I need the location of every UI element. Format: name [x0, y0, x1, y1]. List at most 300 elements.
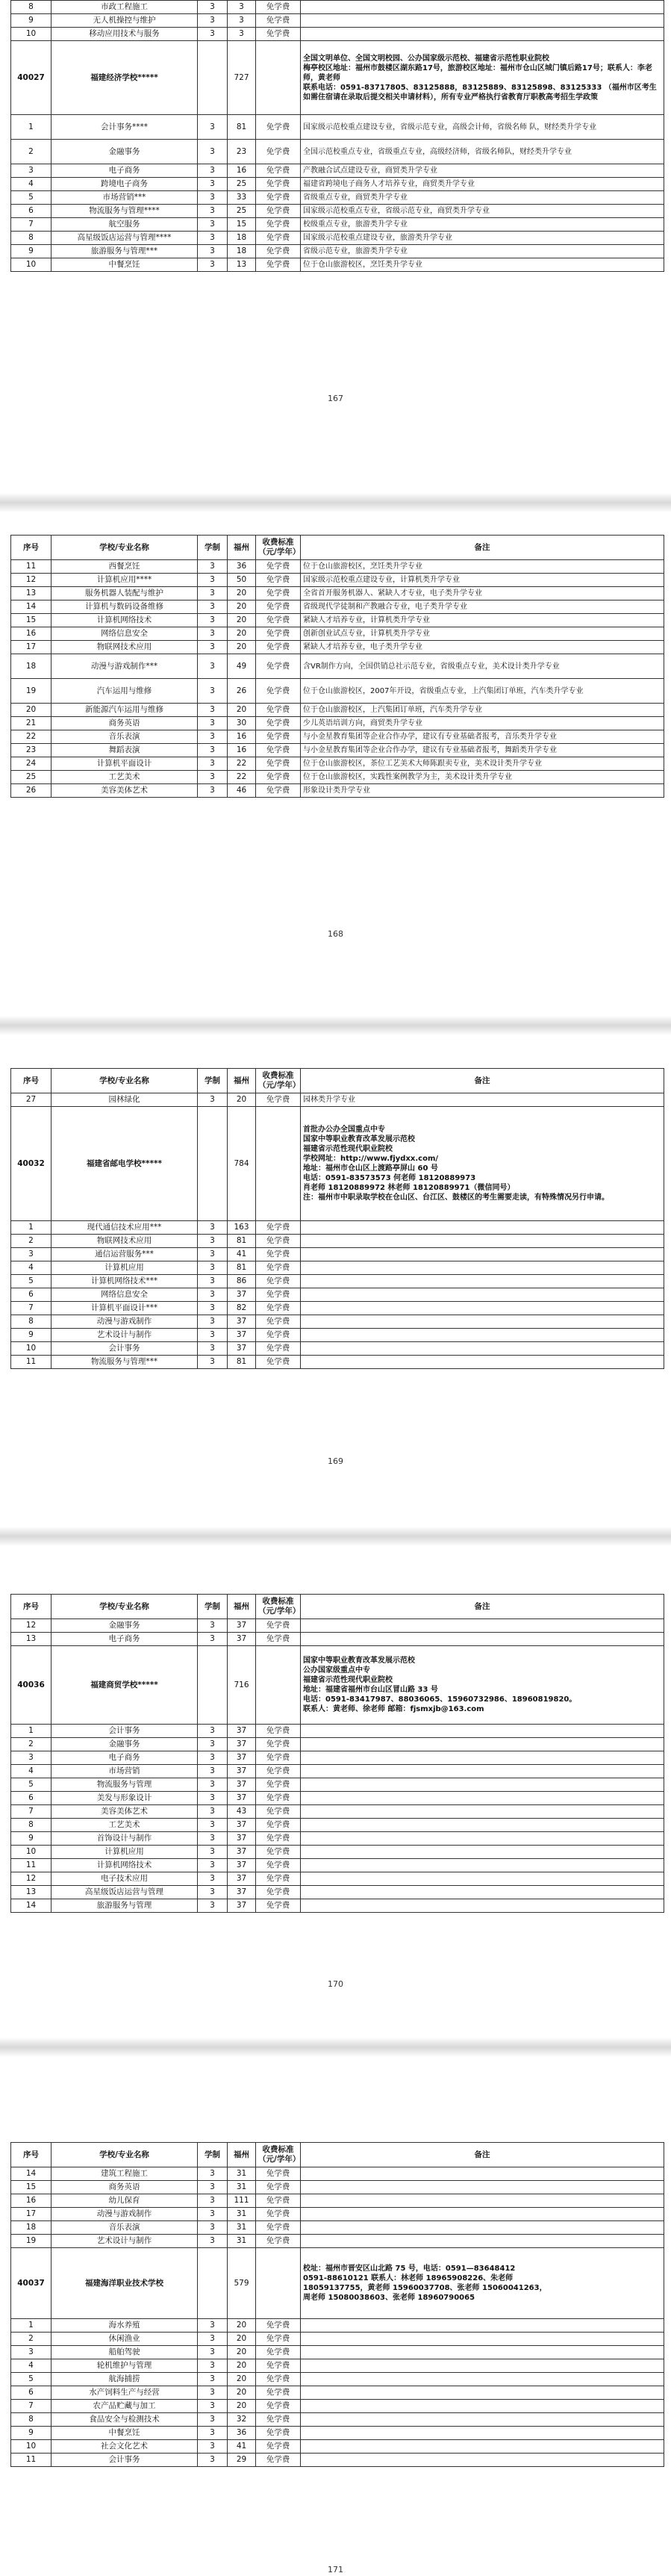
table-row	[11, 730, 664, 744]
cell-fuzhou-quota: 20	[228, 627, 256, 641]
school-row	[11, 41, 664, 115]
table-row	[11, 245, 664, 258]
cell-fee: 免学费	[256, 2427, 301, 2440]
cell-fuzhou-quota: 31	[228, 2235, 256, 2248]
cell-fee: 免学费	[256, 744, 301, 757]
cell-seq: 20	[11, 704, 52, 717]
table-row	[11, 1899, 664, 1913]
cell-seq: 2	[11, 1235, 52, 1248]
cell-major-name: 网络信息安全	[52, 1288, 198, 1302]
cell-note	[301, 2194, 664, 2208]
cell-seq: 8	[11, 2413, 52, 2427]
table-row	[11, 2373, 664, 2386]
cell-fuzhou-quota: 16	[228, 744, 256, 757]
header-fuzhou: 福州	[228, 536, 256, 560]
cell-fuzhou-quota: 49	[228, 654, 256, 679]
cell-fuzhou-quota: 50	[228, 574, 256, 587]
cell-major-name: 工艺美术	[52, 771, 198, 784]
cell-note	[301, 2359, 664, 2373]
table-row	[11, 2208, 664, 2221]
table-row	[11, 2235, 664, 2248]
cell-note: 省级现代学徒制和产教融合专业，电子类升学专业	[301, 600, 664, 614]
cell-fuzhou-quota: 37	[228, 1288, 256, 1302]
cell-years: 3	[198, 771, 228, 784]
cell-seq: 3	[11, 1248, 52, 1261]
cell-fee: 免学费	[256, 1765, 301, 1778]
cell-fee: 免学费	[256, 614, 301, 627]
cell-note: 省级示范专业，旅游类升学专业	[301, 245, 664, 258]
cell-note	[301, 1765, 664, 1778]
cell-school-quota: 784	[228, 1107, 256, 1221]
cell-fuzhou-quota: 81	[228, 115, 256, 140]
cell-major-name: 首饰设计与制作	[52, 1832, 198, 1846]
cell-years: 3	[198, 1819, 228, 1832]
page-separator	[0, 493, 671, 512]
cell-note	[301, 1261, 664, 1275]
cell-note: 紧缺人才培养专业，电子类升学专业	[301, 641, 664, 654]
table-row	[11, 600, 664, 614]
cell-fuzhou-quota: 37	[228, 1899, 256, 1913]
cell-note	[301, 2413, 664, 2427]
cell-note	[301, 1805, 664, 1819]
cell-fuzhou-quota: 37	[228, 1846, 256, 1859]
cell-seq: 7	[11, 218, 52, 232]
cell-seq: 12	[11, 1619, 52, 1633]
table-row	[11, 218, 664, 232]
cell-fuzhou-quota: 20	[228, 587, 256, 600]
cell-fuzhou-quota: 81	[228, 1235, 256, 1248]
cell-seq: 10	[11, 258, 52, 272]
cell-note	[301, 1248, 664, 1261]
cell-school-name: 福建省邮电学校*****	[52, 1107, 198, 1221]
cell-seq: 6	[11, 205, 52, 218]
cell-seq: 10	[11, 28, 52, 41]
cell-seq: 9	[11, 1832, 52, 1846]
cell-fee: 免学费	[256, 704, 301, 717]
cell-major-name: 会计事务****	[52, 115, 198, 140]
cell-note: 位于仓山旅游校区，茶位工艺美术大师陈跟卖专业，美术设计类升学专业	[301, 757, 664, 771]
cell-years: 3	[198, 2400, 228, 2413]
table-row	[11, 2386, 664, 2400]
header-fee: 收费标准 （元/学年）	[256, 536, 301, 560]
cell-major-name: 网络信息安全	[52, 627, 198, 641]
cell-fuzhou-quota: 16	[228, 164, 256, 178]
cell-fuzhou-quota: 37	[228, 1619, 256, 1633]
header-note: 备注	[301, 2143, 664, 2167]
cell-note	[301, 1288, 664, 1302]
cell-seq: 9	[11, 245, 52, 258]
cell-major-name: 现代通信技术应用***	[52, 1221, 198, 1235]
cell-fuzhou-quota: 26	[228, 679, 256, 704]
cell-fuzhou-quota: 20	[228, 2359, 256, 2373]
cell-note	[301, 1859, 664, 1872]
cell-note: 产教融合试点建设专业，商贸类升学专业	[301, 164, 664, 178]
table-row	[11, 1248, 664, 1261]
cell-years: 3	[198, 1342, 228, 1356]
cell-major-name: 高星级饭店运营与管理	[52, 1886, 198, 1899]
cell-seq: 9	[11, 2427, 52, 2440]
cell-fee	[256, 1107, 301, 1221]
table-row	[11, 1288, 664, 1302]
cell-seq: 1	[11, 115, 52, 140]
cell-fuzhou-quota: 37	[228, 1792, 256, 1805]
cell-seq: 11	[11, 560, 52, 574]
cell-major-name: 轮机维护与管理	[52, 2359, 198, 2373]
cell-fuzhou-quota: 37	[228, 1859, 256, 1872]
page-170	[0, 1546, 671, 2037]
cell-fee: 免学费	[256, 115, 301, 140]
cell-major-name: 金融事务	[52, 1738, 198, 1751]
cell-years: 3	[198, 1872, 228, 1886]
cell-years	[198, 41, 228, 115]
cell-fuzhou-quota: 20	[228, 2373, 256, 2386]
page-168	[0, 512, 671, 1016]
cell-fee: 免学费	[256, 654, 301, 679]
cell-years: 3	[198, 1, 228, 14]
cell-years: 3	[198, 587, 228, 600]
cell-fee: 免学费	[256, 1356, 301, 1369]
cell-years: 3	[198, 2194, 228, 2208]
cell-seq: 15	[11, 614, 52, 627]
cell-fee: 免学费	[256, 641, 301, 654]
cell-seq: 9	[11, 1329, 52, 1342]
cell-major-name: 计算机网络技术	[52, 1859, 198, 1872]
cell-note	[301, 1899, 664, 1913]
cell-major-name: 艺术设计与制作	[52, 1329, 198, 1342]
cell-major-name: 移动应用技术与服务	[52, 28, 198, 41]
cell-seq: 25	[11, 771, 52, 784]
table-row	[11, 614, 664, 627]
cell-major-name: 金融事务	[52, 140, 198, 164]
cell-major-name: 中餐烹饪	[52, 2427, 198, 2440]
cell-seq: 26	[11, 784, 52, 798]
cell-note	[301, 2235, 664, 2248]
cell-note: 与小金星教育集团等企业合作办学，建议有专业基础者报考，音乐类升学专业	[301, 730, 664, 744]
table-row	[11, 2454, 664, 2467]
cell-major-name: 计算机应用	[52, 1846, 198, 1859]
cell-fuzhou-quota: 25	[228, 205, 256, 218]
cell-major-name: 市场营销	[52, 1765, 198, 1778]
cell-fuzhou-quota: 43	[228, 1805, 256, 1819]
table-row	[11, 1872, 664, 1886]
table-row	[11, 14, 664, 28]
cell-major-name: 建筑工程施工	[52, 2167, 198, 2181]
table-row	[11, 627, 664, 641]
header-fee: 收费标准 （元/学年）	[256, 1069, 301, 1093]
cell-major-name: 高星级饭店运营与管理****	[52, 232, 198, 245]
table-row	[11, 587, 664, 600]
cell-note	[301, 1619, 664, 1633]
table-row	[11, 2359, 664, 2373]
cell-years: 3	[198, 115, 228, 140]
cell-school-code: 40037	[11, 2248, 52, 2319]
header-name: 学校/专业名称	[52, 2143, 198, 2167]
table-row	[11, 1792, 664, 1805]
table-row	[11, 232, 664, 245]
cell-years: 3	[198, 245, 228, 258]
cell-fuzhou-quota: 20	[228, 1093, 256, 1107]
cell-fee: 免学费	[256, 1633, 301, 1646]
table-row	[11, 2319, 664, 2333]
cell-fee: 免学费	[256, 757, 301, 771]
header-years: 学制	[198, 2143, 228, 2167]
cell-fee: 免学费	[256, 1778, 301, 1792]
cell-fee: 免学费	[256, 574, 301, 587]
cell-major-name: 市场营销***	[52, 191, 198, 205]
cell-seq: 6	[11, 1792, 52, 1805]
cell-seq: 16	[11, 2194, 52, 2208]
cell-fee: 免学费	[256, 1288, 301, 1302]
cell-note	[301, 1275, 664, 1288]
cell-school-quota: 716	[228, 1646, 256, 1725]
cell-fuzhou-quota: 32	[228, 2413, 256, 2427]
cell-note	[301, 1872, 664, 1886]
header-note: 备注	[301, 1595, 664, 1619]
cell-seq: 18	[11, 2221, 52, 2235]
cell-major-name: 会计事务	[52, 1725, 198, 1738]
cell-note	[301, 1, 664, 14]
cell-years: 3	[198, 2333, 228, 2346]
cell-seq: 24	[11, 757, 52, 771]
cell-seq: 4	[11, 2359, 52, 2373]
table-row	[11, 2167, 664, 2181]
cell-major-name: 海水养殖	[52, 2319, 198, 2333]
cell-fee: 免学费	[256, 784, 301, 798]
cell-note	[301, 2221, 664, 2235]
table-row	[11, 1261, 664, 1275]
cell-school-code: 40027	[11, 41, 52, 115]
table-row	[11, 205, 664, 218]
cell-note: 位于仓山旅游校区，上汽集团订单班，汽车类升学专业	[301, 704, 664, 717]
table-row	[11, 1805, 664, 1819]
table-row	[11, 757, 664, 771]
cell-years	[198, 1107, 228, 1221]
cell-major-name: 无人机操控与维护	[52, 14, 198, 28]
cell-seq: 18	[11, 654, 52, 679]
cell-major-name: 商务英语	[52, 717, 198, 730]
cell-years: 3	[198, 1235, 228, 1248]
cell-fee: 免学费	[256, 245, 301, 258]
cell-years: 3	[198, 1248, 228, 1261]
table-row	[11, 1235, 664, 1248]
cell-note	[301, 1725, 664, 1738]
cell-major-name: 物流服务与管理****	[52, 205, 198, 218]
cell-note: 与小金星教育集团等企业合作办学，建议有专业基础者报考，舞蹈类升学专业	[301, 744, 664, 757]
table-row	[11, 2221, 664, 2235]
cell-fuzhou-quota: 37	[228, 1765, 256, 1778]
cell-fuzhou-quota: 36	[228, 2427, 256, 2440]
cell-years: 3	[198, 600, 228, 614]
cell-seq: 6	[11, 1288, 52, 1302]
cell-seq: 13	[11, 1633, 52, 1646]
cell-fuzhou-quota: 31	[228, 2167, 256, 2181]
cell-major-name: 食品安全与检测技术	[52, 2413, 198, 2427]
cell-seq: 21	[11, 717, 52, 730]
cell-fee: 免学费	[256, 2346, 301, 2359]
cell-fee: 免学费	[256, 1275, 301, 1288]
cell-years: 3	[198, 28, 228, 41]
cell-note	[301, 1329, 664, 1342]
school-row	[11, 1107, 664, 1221]
cell-note: 位于仓山旅游校区，实践性案例教学为主，美术设计类升学专业	[301, 771, 664, 784]
cell-years: 3	[198, 1221, 228, 1235]
cell-fee: 免学费	[256, 717, 301, 730]
cell-note: 紧缺人才培养专业，计算机类升学专业	[301, 614, 664, 627]
cell-note	[301, 1751, 664, 1765]
cell-fee: 免学费	[256, 1329, 301, 1342]
cell-major-name: 计算机应用****	[52, 574, 198, 587]
cell-fee: 免学费	[256, 1, 301, 14]
cell-fuzhou-quota: 20	[228, 641, 256, 654]
cell-fee: 免学费	[256, 1886, 301, 1899]
cell-note: 省级重点专业，商贸类升学专业	[301, 191, 664, 205]
table-page-170	[10, 1594, 664, 1913]
cell-school-note: 校址：福州市晋安区山北路 75 号，电话：0591—83648412 0591-88610121 联系人：林老师 18965908226、朱老师 18059137755，黄老师 15960037708、张老师 15060041263， 周老师 15080038603、张老师 18960790065	[301, 2248, 664, 2319]
cell-major-name: 服务机器人装配与维护	[52, 587, 198, 600]
cell-fee: 免学费	[256, 1619, 301, 1633]
cell-seq: 14	[11, 2167, 52, 2181]
cell-years: 3	[198, 2454, 228, 2467]
cell-seq: 14	[11, 1899, 52, 1913]
cell-major-name: 计算机平面设计	[52, 757, 198, 771]
cell-seq: 7	[11, 1805, 52, 1819]
cell-seq: 12	[11, 574, 52, 587]
cell-fuzhou-quota: 37	[228, 1819, 256, 1832]
table-row	[11, 654, 664, 679]
cell-seq: 5	[11, 191, 52, 205]
cell-fee: 免学费	[256, 730, 301, 744]
cell-major-name: 船舶驾驶	[52, 2346, 198, 2359]
cell-years: 3	[198, 1315, 228, 1329]
cell-seq: 23	[11, 744, 52, 757]
cell-fee: 免学费	[256, 1342, 301, 1356]
table-row	[11, 1, 664, 14]
cell-school-name: 福建经济学校*****	[52, 41, 198, 115]
table-page-168	[10, 535, 664, 798]
page-169	[0, 1035, 671, 1527]
cell-fuzhou-quota: 81	[228, 1261, 256, 1275]
header-seq: 序号	[11, 1595, 52, 1619]
cell-years: 3	[198, 717, 228, 730]
table-row	[11, 1846, 664, 1859]
cell-note	[301, 2440, 664, 2454]
page-number: 167	[328, 394, 343, 403]
cell-seq: 1	[11, 1221, 52, 1235]
cell-fuzhou-quota: 37	[228, 1832, 256, 1846]
cell-major-name: 动漫与游戏制作	[52, 2208, 198, 2221]
school-row	[11, 2248, 664, 2319]
table-row	[11, 2194, 664, 2208]
cell-seq: 11	[11, 1356, 52, 1369]
cell-fuzhou-quota: 18	[228, 232, 256, 245]
cell-major-name: 社会文化艺术	[52, 2440, 198, 2454]
cell-years: 3	[198, 614, 228, 627]
header-note: 备注	[301, 536, 664, 560]
cell-major-name: 计算机应用	[52, 1261, 198, 1275]
cell-years: 3	[198, 2413, 228, 2427]
header-fuzhou: 福州	[228, 2143, 256, 2167]
cell-fuzhou-quota: 20	[228, 2400, 256, 2413]
cell-years: 3	[198, 1792, 228, 1805]
cell-years: 3	[198, 1859, 228, 1872]
cell-major-name: 物联网技术应用	[52, 1235, 198, 1248]
cell-fee: 免学费	[256, 178, 301, 191]
table-row	[11, 784, 664, 798]
header-years: 学制	[198, 536, 228, 560]
cell-fuzhou-quota: 36	[228, 560, 256, 574]
cell-fee: 免学费	[256, 1846, 301, 1859]
cell-fuzhou-quota: 3	[228, 14, 256, 28]
cell-note: 福建省跨境电子商务人才培养专业，商贸类升学专业	[301, 178, 664, 191]
cell-seq: 6	[11, 2386, 52, 2400]
cell-fee: 免学费	[256, 1221, 301, 1235]
cell-major-name: 物流服务与管理	[52, 1778, 198, 1792]
cell-note: 国家级示范校重点建设专业，计算机类升学专业	[301, 574, 664, 587]
cell-years: 3	[198, 757, 228, 771]
header-note: 备注	[301, 1069, 664, 1093]
cell-years: 3	[198, 2440, 228, 2454]
page-number: 169	[328, 1456, 343, 1466]
cell-seq: 4	[11, 178, 52, 191]
cell-years: 3	[198, 1633, 228, 1646]
cell-note: 位于仓山旅游校区，烹饪类升学专业	[301, 258, 664, 272]
cell-years: 3	[198, 218, 228, 232]
table-row	[11, 1221, 664, 1235]
cell-fee: 免学费	[256, 1725, 301, 1738]
cell-note: 国家级示范校重点建设专业，省级示范专业，高级会计师，省级名师 队，财经类升学专业	[301, 115, 664, 140]
cell-fuzhou-quota: 37	[228, 1738, 256, 1751]
cell-years: 3	[198, 1751, 228, 1765]
cell-years: 3	[198, 2319, 228, 2333]
cell-major-name: 计算机平面设计***	[52, 1302, 198, 1315]
cell-note: 校级重点专业，旅游类升学专业	[301, 218, 664, 232]
cell-years: 3	[198, 1619, 228, 1633]
cell-seq: 19	[11, 2235, 52, 2248]
cell-school-code: 40036	[11, 1646, 52, 1725]
table-row	[11, 2440, 664, 2454]
table-row	[11, 1275, 664, 1288]
table-row	[11, 1778, 664, 1792]
cell-years: 3	[198, 1093, 228, 1107]
cell-years: 3	[198, 1356, 228, 1369]
cell-major-name: 舞蹈表演	[52, 744, 198, 757]
cell-school-note: 全国文明单位、全国文明校园、公办国家级示范校、福建省示范性职业院校 梅亭校区地址：福州市鼓楼区湖东路17号，旅游校区地址：福州市仓山区城门镇后路17号；联系人：李老师，黄老师 联系电话：0591-83717805、83125888，83125889、83125898、83125333 （福州市区考生如需住宿请在录取后提交相关申请材料），所有专业严格执行省教育厅职教高考招生学政策	[301, 41, 664, 115]
cell-fuzhou-quota: 163	[228, 1221, 256, 1235]
table-row	[11, 2400, 664, 2413]
cell-major-name: 市政工程施工	[52, 1, 198, 14]
cell-fee: 免学费	[256, 164, 301, 178]
cell-fee: 免学费	[256, 600, 301, 614]
cell-fee: 免学费	[256, 1805, 301, 1819]
cell-note	[301, 2373, 664, 2386]
cell-fee: 免学费	[256, 1315, 301, 1329]
table-row	[11, 1329, 664, 1342]
cell-fuzhou-quota: 29	[228, 2454, 256, 2467]
cell-years: 3	[198, 2167, 228, 2181]
cell-seq: 13	[11, 1886, 52, 1899]
table-row	[11, 191, 664, 205]
table-row	[11, 2181, 664, 2194]
cell-fee: 免学费	[256, 627, 301, 641]
table-row	[11, 704, 664, 717]
cell-note: 全国示范校重点专业，省级重点专业，高级经济师，省级名师队，财经类升学专业	[301, 140, 664, 164]
cell-fuzhou-quota: 37	[228, 1872, 256, 1886]
cell-fuzhou-quota: 20	[228, 600, 256, 614]
table-row	[11, 1093, 664, 1107]
cell-fee: 免学费	[256, 771, 301, 784]
cell-fee: 免学费	[256, 1302, 301, 1315]
cell-years: 3	[198, 679, 228, 704]
